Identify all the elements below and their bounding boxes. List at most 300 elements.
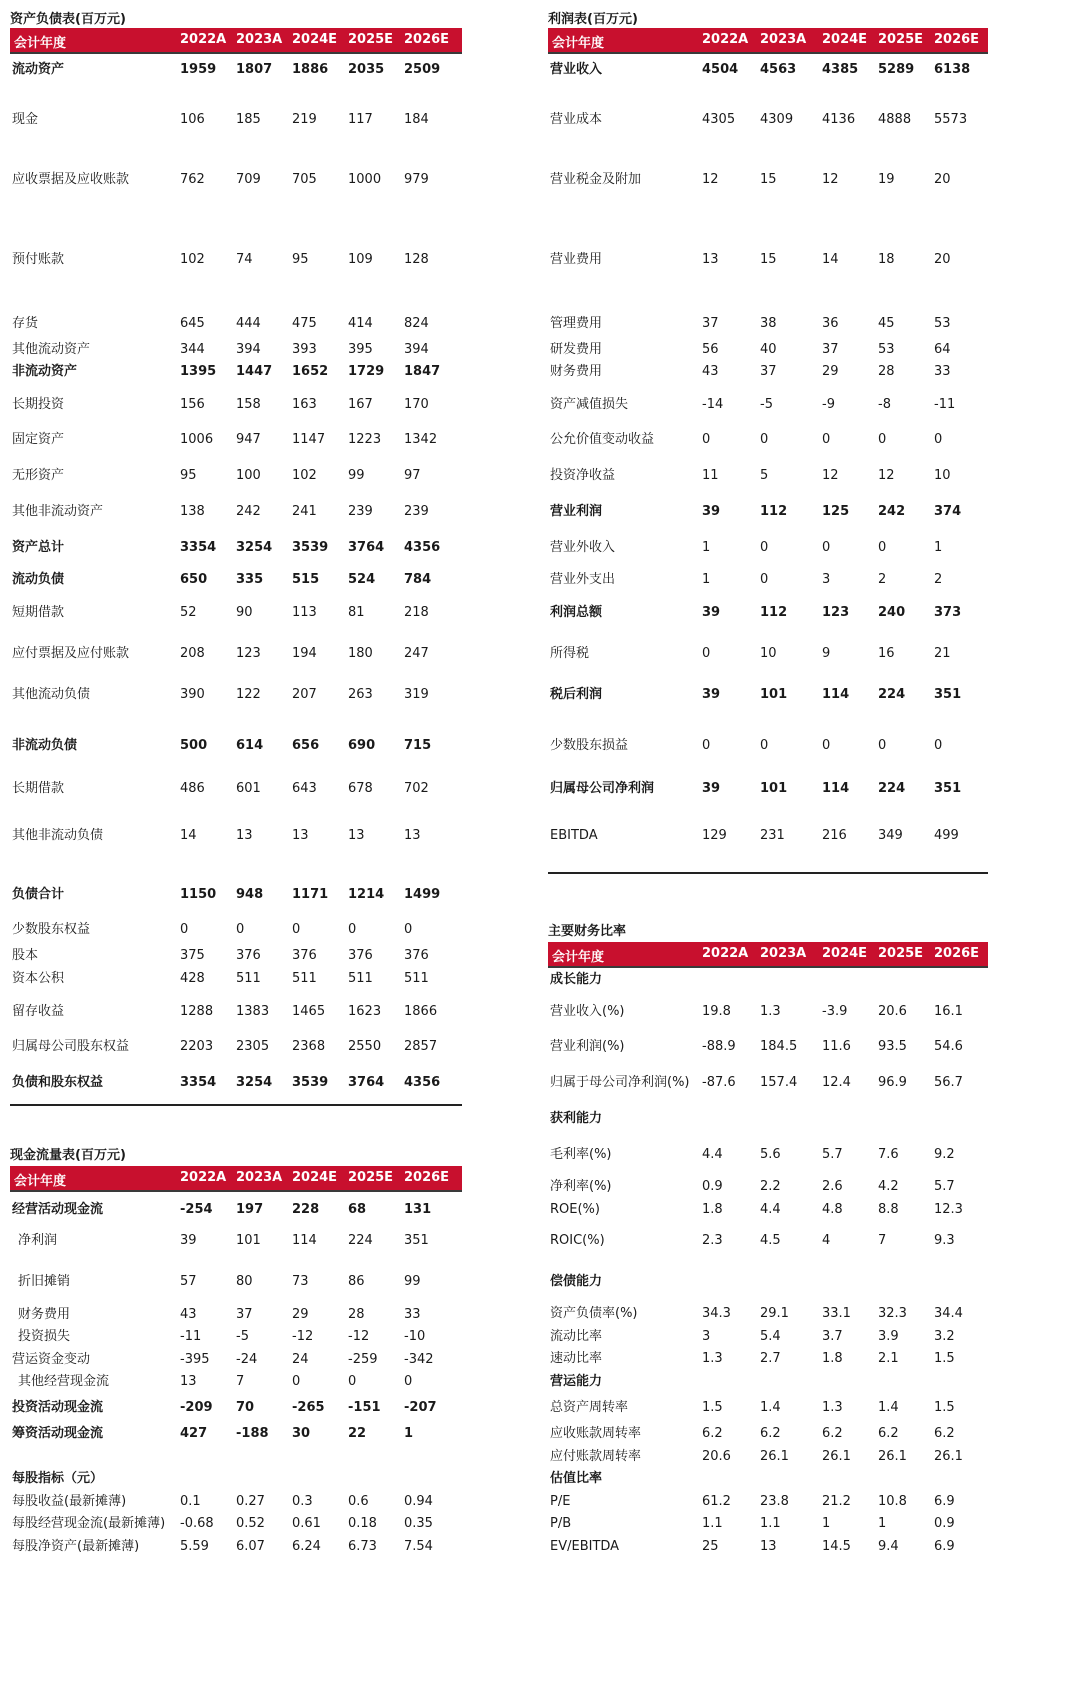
row-value: 7 [236,1374,245,1389]
table-row [548,170,988,190]
table-row [10,1200,462,1220]
income-statement-title: 利润表(百万元) [548,12,638,27]
row-value: 0 [236,922,245,937]
row-value: 1.1 [760,1516,781,1531]
row-value: -88.9 [702,1039,736,1054]
row-value: 112 [760,605,788,620]
row-value: 4356 [404,1075,441,1090]
row-label: 获利能力 [550,1111,603,1126]
row-value: 208 [180,646,205,661]
row-value: 0 [348,922,357,937]
row-value: 36 [822,316,839,331]
row-value: 218 [404,605,429,620]
row-value: 106 [180,112,205,127]
table-row [10,736,462,756]
row-value: -259 [348,1352,378,1367]
header-label: 会计年度 [552,36,605,51]
row-value: 2.6 [822,1179,843,1194]
row-value: 24 [292,1352,309,1367]
table-row [10,430,462,450]
row-value: 9.3 [934,1233,955,1248]
row-value: 395 [348,342,373,357]
row-value: 123 [236,646,261,661]
row-value: 715 [404,738,432,753]
row-value: 4563 [760,62,797,77]
row-value: 5289 [878,62,915,77]
header-year: 2024E [292,32,338,47]
row-value: 37 [702,316,719,331]
header-year: 2022A [702,946,749,961]
row-value: 5.59 [180,1539,209,1554]
row-label: 归属母公司净利润 [550,781,655,796]
row-value: 9.2 [934,1147,955,1162]
row-label: 资产总计 [12,540,65,555]
row-value: 390 [180,687,205,702]
row-value: 3539 [292,1075,329,1090]
row-label: 营业外收入 [550,540,616,555]
row-value: 12.4 [822,1075,851,1090]
row-value: 414 [348,316,373,331]
row-value: 1.5 [934,1400,955,1415]
table-row [548,1349,988,1369]
row-value: 709 [236,172,261,187]
row-value: 428 [180,971,205,986]
row-value: -10 [404,1329,426,1344]
row-value: 2.3 [702,1233,723,1248]
row-value: -188 [236,1426,269,1441]
row-value: 21.2 [822,1494,851,1509]
row-label: 总资产周转率 [550,1400,629,1415]
row-value: 0.35 [404,1516,433,1531]
row-value: 6.9 [934,1494,955,1509]
row-value: 3254 [236,1075,273,1090]
row-value: 7 [878,1233,887,1248]
row-value: 1 [878,1516,887,1531]
row-label: 留存收益 [12,1004,65,1019]
header-year: 2025E [348,32,394,47]
row-value: 3 [702,1329,711,1344]
row-value: 650 [180,572,208,587]
row-value: 86 [348,1274,365,1289]
row-value: 12 [822,172,839,187]
row-value: 6.2 [702,1426,723,1441]
table-row [548,685,988,705]
row-value: 979 [404,172,429,187]
table-row [548,644,988,664]
row-value: -395 [180,1352,210,1367]
row-value: 39 [702,504,721,519]
header-year: 2023A [760,946,807,961]
row-value: 1 [702,540,711,555]
row-value: 0 [702,738,711,753]
row-label: 长期借款 [12,781,65,796]
row-value: 0 [760,572,769,587]
row-value: -254 [180,1202,213,1217]
row-label: 成长能力 [550,972,603,987]
row-value: 123 [822,605,850,620]
table-row [548,1447,988,1467]
table-row [548,1109,988,1129]
row-value: 10 [760,646,777,661]
row-value: 784 [404,572,432,587]
row-value: 0 [822,540,831,555]
row-label: 少数股东权益 [12,922,91,937]
row-value: 45 [878,316,895,331]
row-value: 80 [236,1274,253,1289]
row-value: 4305 [702,112,736,127]
row-label: 归属母公司股东权益 [12,1039,130,1054]
row-value: 1288 [180,1004,214,1019]
row-label: 流动资产 [12,62,65,77]
row-value: 7.6 [878,1147,899,1162]
table-row [548,110,988,130]
row-value: 101 [236,1233,261,1248]
row-value: 1729 [348,364,385,379]
row-value: 0.52 [236,1516,265,1531]
row-label: 归属于母公司净利润(%) [550,1075,690,1090]
row-value: 1.8 [822,1351,843,1366]
table-row [548,779,988,799]
row-value: 20.6 [702,1449,731,1464]
row-value: 4.4 [702,1147,723,1162]
row-value: 1342 [404,432,438,447]
row-value: 499 [934,828,959,843]
row-value: 705 [292,172,317,187]
row-value: 1 [404,1426,414,1441]
row-label: 每股净资产(最新摊薄) [12,1539,140,1554]
row-label: 净利润 [18,1233,58,1248]
row-label: 应付账款周转率 [550,1449,642,1464]
row-value: -5 [760,397,773,412]
table-row [548,1177,988,1197]
row-label: P/B [550,1516,572,1531]
row-value: 37 [236,1307,253,1322]
row-value: 351 [934,687,962,702]
table-row [10,946,462,966]
row-value: 3764 [348,540,385,555]
table-row [548,1272,988,1292]
row-value: 1.3 [702,1351,723,1366]
row-value: 68 [348,1202,367,1217]
table-row [10,1469,462,1489]
table-row [10,314,462,334]
row-value: 29 [822,364,839,379]
row-label: 资产负债率(%) [550,1306,638,1321]
row-value: 375 [180,948,205,963]
row-value: 6.9 [934,1539,955,1554]
row-value: 2305 [236,1039,270,1054]
table-row [10,538,462,558]
row-value: 0.1 [180,1494,201,1509]
row-value: 1 [934,540,943,555]
row-value: 13 [348,828,365,843]
row-label: 非流动资产 [12,364,78,379]
row-value: 5.7 [934,1179,955,1194]
row-value: 170 [404,397,429,412]
header-year: 2025E [878,946,924,961]
row-value: 228 [292,1202,320,1217]
row-value: 2857 [404,1039,438,1054]
row-value: 319 [404,687,429,702]
row-value: 0 [292,922,301,937]
balance-sheet-header [10,28,462,54]
table-row [10,502,462,522]
row-value: 39 [702,781,721,796]
header-year: 2022A [180,32,227,47]
table-row [548,1037,988,1057]
row-value: 122 [236,687,261,702]
row-value: 511 [404,971,429,986]
row-value: 26.1 [760,1449,789,1464]
row-value: 1499 [404,887,441,902]
table-row [10,340,462,360]
table-row [10,395,462,415]
row-value: 26.1 [934,1449,963,1464]
row-value: 524 [348,572,376,587]
row-value: 64 [934,342,951,357]
row-label: 营业成本 [550,112,603,127]
row-value: 376 [236,948,261,963]
row-value: 351 [934,781,962,796]
table-row [10,1073,462,1093]
row-label: 应收账款周转率 [550,1426,642,1441]
row-value: -14 [702,397,724,412]
row-value: -265 [292,1400,325,1415]
row-value: 1866 [404,1004,438,1019]
row-value: -11 [934,397,956,412]
table-row [548,603,988,623]
row-label: 少数股东损益 [550,738,629,753]
row-value: 500 [180,738,208,753]
header-year: 2023A [236,1170,283,1185]
table-row [10,60,462,80]
row-value: 5.7 [822,1147,843,1162]
row-value: 4.5 [760,1233,781,1248]
row-value: 0.9 [934,1516,955,1531]
row-value: 8.8 [878,1202,899,1217]
row-value: 1623 [348,1004,382,1019]
row-value: 16 [878,646,895,661]
row-value: 12 [822,468,839,483]
row-value: 33.1 [822,1306,851,1321]
row-label: 固定资产 [12,432,65,447]
row-value: 25 [702,1539,719,1554]
row-value: 0 [760,540,769,555]
row-value: 21 [934,646,951,661]
row-value: 239 [404,504,429,519]
row-value: 0 [878,738,887,753]
row-value: 0.27 [236,1494,265,1509]
row-value: 4.8 [822,1202,843,1217]
row-value: 29.1 [760,1306,789,1321]
header-year: 2022A [180,1170,227,1185]
row-label: 现金 [12,112,39,127]
row-value: 16.1 [934,1004,963,1019]
row-value: 117 [348,112,373,127]
row-value: 393 [292,342,317,357]
row-label: 毛利率(%) [550,1147,612,1162]
row-value: 90 [236,605,253,620]
ratios-header [548,942,988,968]
row-value: 0 [934,432,943,447]
row-label: 资本公积 [12,971,65,986]
row-label: 营业外支出 [550,572,616,587]
row-value: 57 [180,1274,197,1289]
row-value: 23.8 [760,1494,789,1509]
row-value: 20.6 [878,1004,907,1019]
row-value: 216 [822,828,847,843]
header-year: 2023A [760,32,807,47]
row-value: -24 [236,1352,258,1367]
row-value: 0 [760,738,769,753]
table-row [10,685,462,705]
table-row [10,603,462,623]
row-value: 38 [760,316,777,331]
row-value: 13 [292,828,309,843]
table-row [548,970,988,990]
row-value: 224 [348,1233,373,1248]
table-row [548,1002,988,1022]
row-label: 财务费用 [550,364,603,379]
row-value: 2 [934,572,943,587]
row-label: 负债合计 [12,887,65,902]
row-label: EBITDA [550,828,598,843]
row-value: 824 [404,316,429,331]
table-row [10,110,462,130]
row-value: 242 [878,504,906,519]
row-value: 185 [236,112,261,127]
row-label: 筹资活动现金流 [12,1426,104,1441]
row-value: 0 [822,738,831,753]
row-label: 税后利润 [550,687,603,702]
row-value: 4385 [822,62,859,77]
header-year: 2026E [404,1170,450,1185]
table-row [10,1231,462,1251]
row-value: 376 [404,948,429,963]
row-label: 长期投资 [12,397,65,412]
row-value: 129 [702,828,727,843]
row-value: 1807 [236,62,273,77]
table-row [548,1492,988,1512]
row-value: 20 [934,252,951,267]
row-value: 1 [822,1516,831,1531]
ratios-panel [548,920,988,1700]
row-value: 678 [348,781,373,796]
row-label: 负债和股东权益 [12,1075,104,1090]
row-value: 0 [404,1374,413,1389]
header-year: 2025E [348,1170,394,1185]
row-value: -11 [180,1329,202,1344]
row-value: 394 [404,342,429,357]
header-label: 会计年度 [552,950,605,965]
row-value: 15 [760,172,777,187]
row-value: 167 [348,397,373,412]
row-value: 15 [760,252,777,267]
row-value: 113 [292,605,317,620]
row-value: 1000 [348,172,382,187]
row-value: 6138 [934,62,971,77]
row-label: 营运资金变动 [12,1352,91,1367]
row-value: 511 [348,971,373,986]
row-label: 所得税 [550,646,590,661]
row-value: 1465 [292,1004,326,1019]
row-value: 1847 [404,364,441,379]
table-row [10,1037,462,1057]
row-value: 100 [236,468,261,483]
row-value: 4504 [702,62,739,77]
row-value: 109 [348,252,373,267]
row-value: 0.61 [292,1516,321,1531]
row-value: 29 [292,1307,309,1322]
table-row [10,1350,462,1370]
table-row [10,1398,462,1418]
table-row [548,570,988,590]
row-label: 无形资产 [12,468,65,483]
row-label: 存货 [12,316,39,331]
row-value: 3.2 [934,1329,955,1344]
table-row [10,779,462,799]
row-value: 40 [760,342,777,357]
row-value: 37 [822,342,839,357]
balance-sheet-title: 资产负债表(百万元) [10,12,126,27]
row-value: 114 [822,781,850,796]
row-value: 197 [236,1202,264,1217]
row-label: 营业税金及附加 [550,172,642,187]
cash-flow-panel [10,1144,462,1700]
table-row [10,570,462,590]
row-value: 10 [934,468,951,483]
row-value: 1150 [180,887,217,902]
header-year: 2026E [404,32,450,47]
row-value: 101 [760,781,788,796]
table-row [10,1272,462,1292]
row-value: 30 [292,1426,311,1441]
row-value: 5573 [934,112,968,127]
table-row [548,1398,988,1418]
row-value: 947 [236,432,261,447]
row-value: -342 [404,1352,434,1367]
row-value: 2.2 [760,1179,781,1194]
row-label: 资产减值损失 [550,397,629,412]
row-value: 52 [180,605,197,620]
row-value: 70 [236,1400,255,1415]
table-row [10,1492,462,1512]
table-row [10,1537,462,1557]
row-value: 1171 [292,887,329,902]
row-value: 37 [760,364,777,379]
row-value: 351 [404,1233,429,1248]
row-value: 0.3 [292,1494,313,1509]
row-value: 101 [760,687,788,702]
row-value: 6.24 [292,1539,321,1554]
header-year: 2024E [822,32,868,47]
row-label: 经营活动现金流 [12,1202,104,1217]
table-row [10,969,462,989]
row-value: 7.54 [404,1539,433,1554]
row-value: -0.68 [180,1516,214,1531]
row-value: 163 [292,397,317,412]
row-value: 102 [180,252,205,267]
row-value: 1.3 [822,1400,843,1415]
row-value: 219 [292,112,317,127]
row-label: 营业费用 [550,252,603,267]
row-value: 6.2 [760,1426,781,1441]
row-value: 4.2 [878,1179,899,1194]
table-row [548,1327,988,1347]
row-value: 515 [292,572,320,587]
row-value: 26.1 [822,1449,851,1464]
row-value: 39 [180,1233,197,1248]
